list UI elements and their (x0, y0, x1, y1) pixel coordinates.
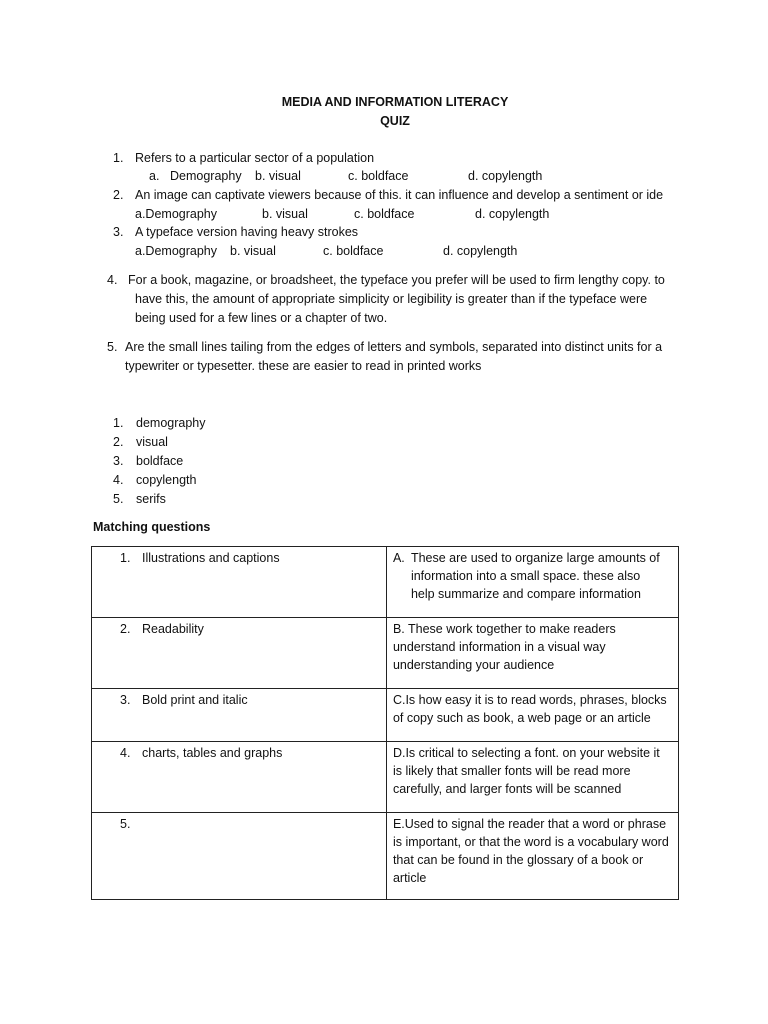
question-2-option-a: a.Demography (135, 207, 217, 221)
matching-left-cell-3 (92, 689, 387, 742)
question-1-option-d: d. copylength (468, 169, 543, 183)
question-1-option-letter-a: a. (149, 169, 160, 183)
answer-3-number: 3. (113, 454, 124, 468)
matching-right-text: These are used to organize large amounts of information into a small space. these also help summarize and compare information (410, 551, 660, 601)
question-2-option-c: c. boldface (354, 207, 415, 221)
matching-right-cell-d: D.Is critical to selecting a font. on your website it is likely that smaller fonts will be read more carefully, and larger fonts will be scanned (386, 742, 678, 813)
answer-1-text: demography (136, 416, 206, 430)
matching-left-number: 5. (120, 817, 131, 831)
question-2-text: An image can captivate viewers because of this. it can influence and develop a sentiment or ide (135, 188, 664, 202)
answer-5-number: 5. (113, 492, 124, 506)
matching-right-cell-e: E.Used to signal the reader that a word or phrase is important, or that the word is a vocabulary word that can be found in the glossary of a book or article (386, 813, 678, 900)
answer-3-text: boldface (136, 454, 184, 468)
question-2-number: 2. (113, 188, 124, 202)
matching-left-number: 2. (120, 622, 131, 636)
matching-heading: Matching questions (93, 520, 211, 534)
question-5-line-1: Are the small lines tailing from the edges of letters and symbols, separated into distinct units for a (125, 340, 663, 354)
table-row (92, 689, 679, 742)
question-3-text: A typeface version having heavy strokes (135, 225, 359, 239)
matching-left-text: Readability (142, 622, 204, 636)
question-2-option-d: d. copylength (475, 207, 550, 221)
matching-right-label: A. (392, 551, 405, 565)
matching-table (91, 546, 679, 900)
matching-left-number: 4. (120, 746, 131, 760)
question-2-option-b: b. visual (262, 207, 308, 221)
matching-right-cell-a (386, 547, 678, 618)
matching-left-cell-2 (92, 618, 387, 689)
table-row (92, 618, 679, 689)
matching-left-text: charts, tables and graphs (142, 746, 283, 760)
table-row (92, 742, 679, 813)
question-3-option-b: b. visual (230, 244, 276, 258)
matching-right-cell-c: C.Is how easy it is to read words, phrases, blocks of copy such as book, a web page or an article (386, 689, 678, 742)
question-4-line-3: being used for a few lines or a chapter of two. (135, 311, 388, 325)
table-row (92, 813, 679, 900)
question-5-line-2: typewriter or typesetter. these are easier to read in printed works (125, 359, 482, 373)
matching-left-text: Illustrations and captions (142, 551, 280, 565)
matching-left-number: 3. (120, 693, 131, 707)
matching-left-number: 1. (120, 551, 131, 565)
question-1-option-b: b. visual (255, 169, 301, 183)
matching-left-cell-4 (92, 742, 387, 813)
answer-5-text: serifs (136, 492, 166, 506)
matching-left-text: Bold print and italic (142, 693, 248, 707)
matching-left-cell-1 (92, 547, 387, 618)
answer-2-text: visual (136, 435, 168, 449)
question-3-number: 3. (113, 225, 124, 239)
question-1-number: 1. (113, 151, 124, 165)
page-title: MEDIA AND INFORMATION LITERACY (281, 95, 509, 109)
question-3-option-a: a.Demography (135, 244, 217, 258)
question-3-option-d: d. copylength (443, 244, 518, 258)
question-3-option-c: c. boldface (323, 244, 384, 258)
answer-4-text: copylength (136, 473, 197, 487)
table-row (92, 547, 679, 618)
question-1-option-a: Demography (170, 169, 242, 183)
answer-4-number: 4. (113, 473, 124, 487)
question-4-number: 4. (107, 273, 118, 287)
answer-2-number: 2. (113, 435, 124, 449)
question-1-text: Refers to a particular sector of a population (135, 151, 375, 165)
answer-1-number: 1. (113, 416, 124, 430)
question-4-line-2: have this, the amount of appropriate simplicity or legibility is greater than if the typeface were (135, 292, 648, 306)
matching-left-cell-5 (92, 813, 387, 900)
question-4-line-1: For a book, magazine, or broadsheet, the typeface you prefer will be used to firm lengthy copy. to (128, 273, 665, 287)
question-1-option-c: c. boldface (348, 169, 409, 183)
page-subtitle: QUIZ (380, 114, 410, 128)
question-5-number: 5. (107, 340, 118, 354)
matching-right-cell-b: B. These work together to make readers understand information in a visual way understanding your audience (386, 618, 678, 689)
